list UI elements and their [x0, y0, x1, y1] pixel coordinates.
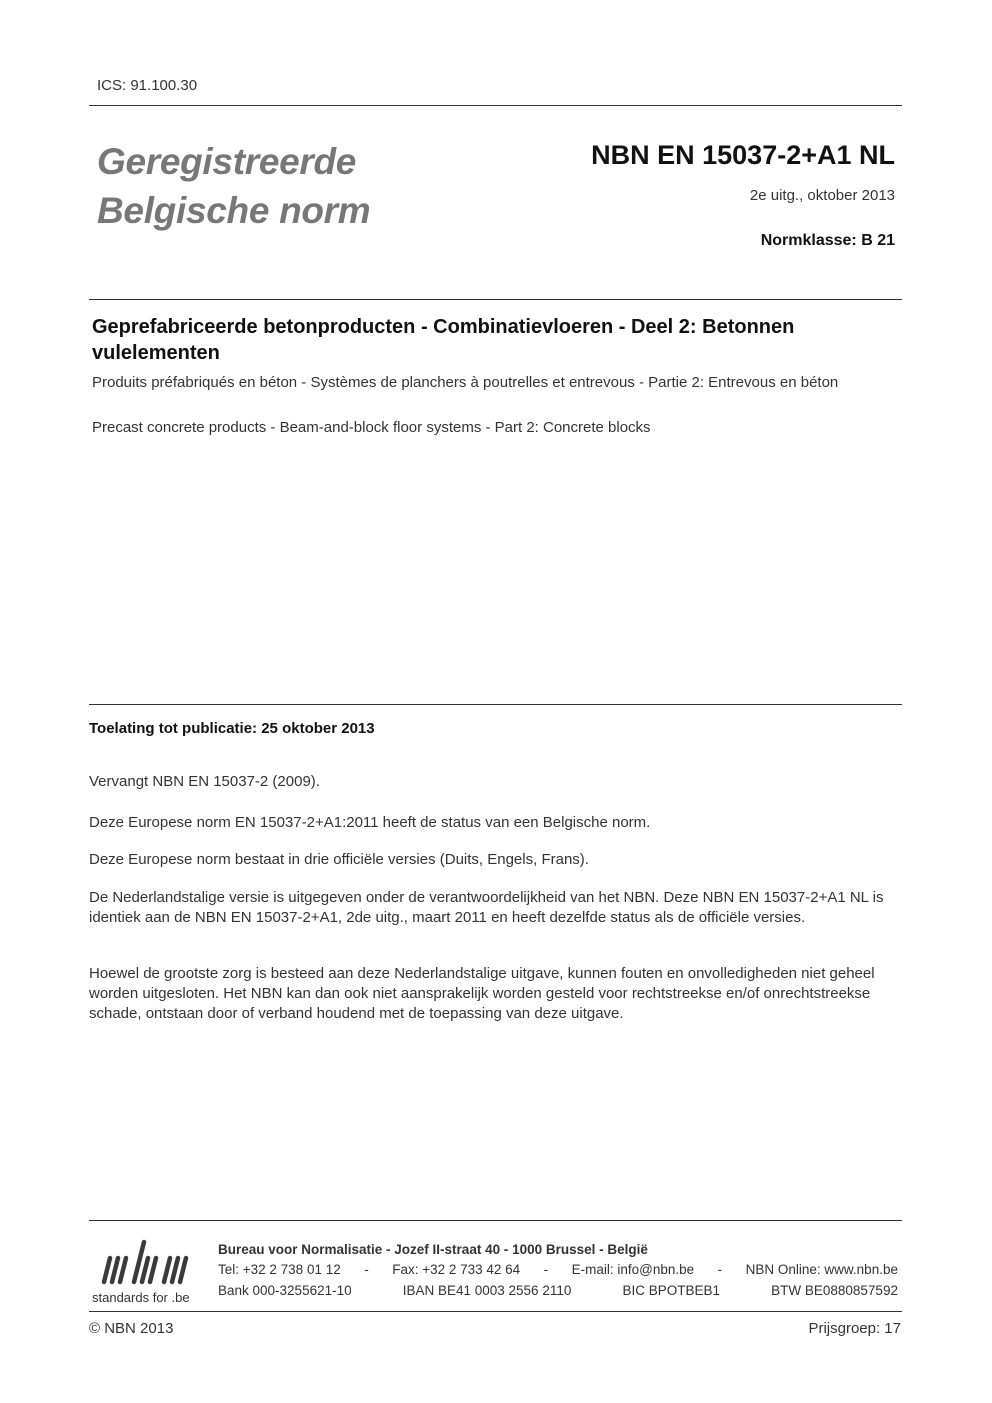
norm-class: Normklasse: B 21 — [760, 232, 895, 249]
footer-bottom-divider — [89, 1311, 902, 1312]
footer-address: Bureau voor Normalisatie - Jozef II-straat 40 - 1000 Brussel - België — [218, 1242, 648, 1257]
edition-date: 2e uitg., oktober 2013 — [749, 187, 895, 204]
footer-contact — [218, 1262, 898, 1277]
header-divider — [89, 105, 902, 106]
document-title-dutch: Geprefabriceerde betonproducten - Combinatievloeren - Deel 2: Betonnen vulelementen — [92, 316, 795, 364]
paragraph-dutch-version: De Nederlandstalige versie is uitgegeven onder de verantwoordelijkheid van het NBN. Deze NBN EN 15037-2+A1 NL is identiek aan de NBN EN 15037-2+A1, 2de uitg., maart 2011 en heeft dezelfde status als de officiële versies. — [89, 889, 884, 926]
footer-email[interactable]: E-mail: info@nbn.be — [571, 1262, 695, 1277]
nbn-logo — [90, 1228, 208, 1308]
footer-fax: Fax: +32 2 733 42 64 — [392, 1262, 521, 1277]
footer-sep: - — [717, 1262, 723, 1277]
body-divider — [89, 704, 902, 705]
publication-approval: Toelating tot publicatie: 25 oktober 2013 — [89, 720, 375, 737]
footer-bic: BIC BPOTBEB1 — [622, 1283, 721, 1298]
price-group: Prijsgroep: 17 — [808, 1320, 901, 1337]
ics-code: ICS: 91.100.30 — [97, 77, 198, 94]
nbn-logo-icon — [90, 1228, 208, 1308]
footer-sep: - — [543, 1262, 549, 1277]
brand-line-2: Belgische norm — [97, 190, 371, 231]
footer-online[interactable]: NBN Online: www.nbn.be — [745, 1262, 898, 1277]
document-title-english: Precast concrete products - Beam-and-block floor systems - Part 2: Concrete blocks — [92, 419, 651, 436]
footer-btw: BTW BE0880857592 — [771, 1283, 898, 1298]
document-title-french: Produits préfabriqués en béton - Systèmes de planchers à poutrelles et entrevous - Partie 2: Entrevous en béton — [92, 374, 839, 391]
footer-bank-account: Bank 000-3255621-10 — [218, 1283, 352, 1298]
footer-tel: Tel: +32 2 738 01 12 — [218, 1262, 341, 1277]
paragraph-status: Deze Europese norm EN 15037-2+A1:2011 heeft de status van een Belgische norm. — [89, 814, 651, 831]
brand-title — [97, 137, 370, 235]
paragraph-replaces: Vervangt NBN EN 15037-2 (2009). — [89, 773, 320, 790]
copyright: © NBN 2013 — [89, 1320, 174, 1337]
logo-tagline: standards for .be — [92, 1290, 190, 1305]
footer-top-divider — [89, 1220, 902, 1221]
footer-bank — [218, 1283, 898, 1298]
paragraph-disclaimer: Hoewel de grootste zorg is besteed aan deze Nederlandstalige uitgave, kunnen fouten en onvolledigheden niet geheel worden uitgesloten. Het NBN kan dan ook niet aansprakelijk worden gesteld voor rechtstreekse en/of onrechtstreekse schade, ontstaan door of verband houdend met de toepassing van deze uitgave. — [89, 965, 875, 1022]
standard-code: NBN EN 15037-2+A1 NL — [591, 140, 895, 170]
title-divider — [89, 299, 902, 300]
brand-line-1: Geregistreerde — [97, 141, 357, 182]
footer-iban: IBAN BE41 0003 2556 2110 — [402, 1283, 572, 1298]
footer-sep: - — [364, 1262, 369, 1277]
paragraph-versions: Deze Europese norm bestaat in drie officiële versies (Duits, Engels, Frans). — [89, 851, 589, 868]
